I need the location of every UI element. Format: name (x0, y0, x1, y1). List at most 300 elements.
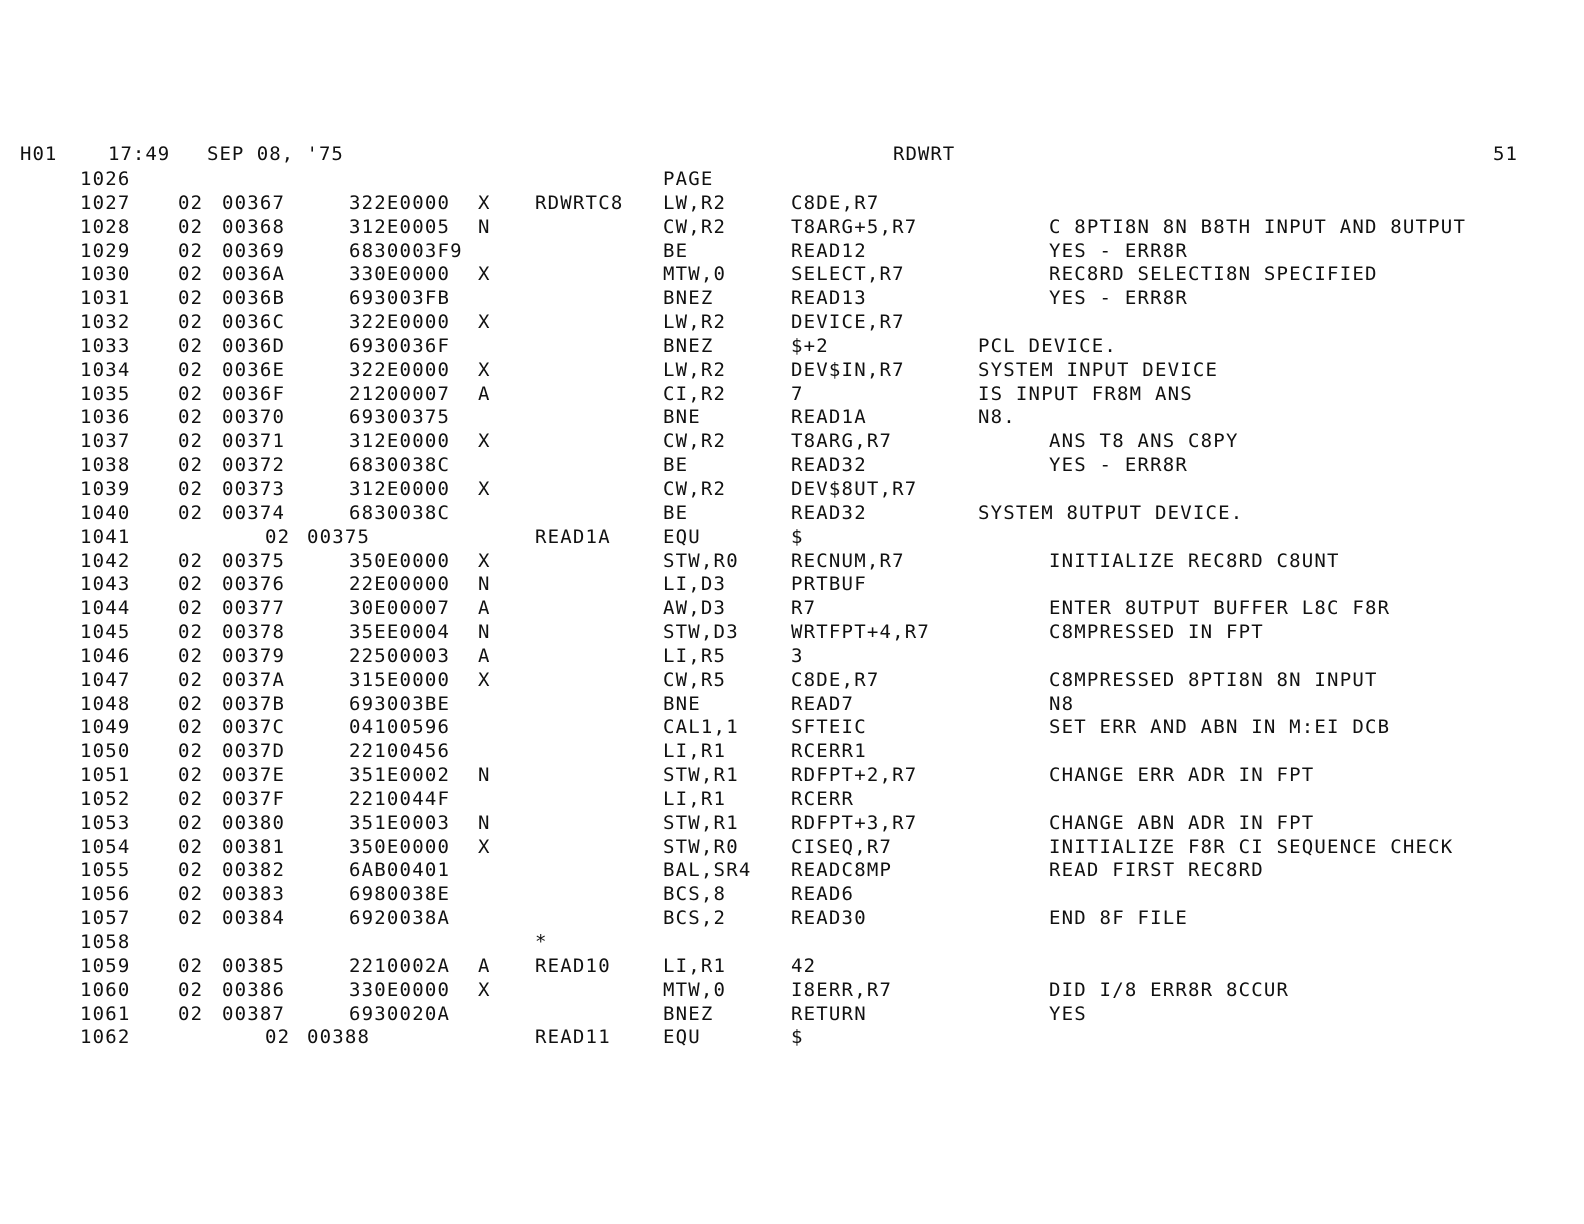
opcode: LW,R2 (663, 358, 727, 381)
object-code: 6830003F9 (349, 239, 463, 262)
object-code: 351E0002 (349, 764, 451, 787)
line-number: 1032 (80, 311, 131, 334)
operand: READ7 (791, 692, 855, 715)
location-counter: 00372 (222, 454, 286, 477)
opcode: BE (663, 239, 689, 262)
listing-row (0, 621, 1584, 645)
line-number: 1045 (80, 621, 131, 644)
operand: RETURN (791, 1002, 867, 1025)
line-number: 1056 (80, 883, 131, 906)
line-number: 1046 (80, 644, 131, 667)
comment: SET ERR AND ABN IN M:EI DCB (1049, 716, 1391, 739)
operand: DEV$IN,R7 (791, 358, 905, 381)
object-code: 312E0000 (349, 430, 451, 453)
object-code: 6830038C (349, 454, 451, 477)
location-counter: 0036D (222, 334, 286, 357)
line-number: 1053 (80, 811, 131, 834)
relocation-flag: X (478, 978, 491, 1001)
line-number: 1037 (80, 430, 131, 453)
source-label: * (535, 931, 548, 953)
section-code: 02 (178, 692, 204, 715)
line-number: 1044 (80, 597, 131, 620)
relocation-flag: A (478, 954, 491, 977)
relocation-flag: A (478, 382, 491, 405)
operand: C8DE,R7 (791, 668, 880, 691)
location-counter: 0036E (222, 358, 286, 381)
object-code: 2210002A (349, 954, 451, 977)
operand: 42 (791, 954, 817, 977)
line-number: 1049 (80, 716, 131, 739)
section-code: 02 (178, 311, 204, 334)
operand: $+2 (791, 334, 829, 357)
listing-row (0, 502, 1584, 526)
operand: RCERR1 (791, 740, 867, 763)
section-code: 02 (178, 382, 204, 405)
relocation-flag: X (478, 430, 491, 453)
object-code: 350E0000 (349, 549, 451, 572)
location-counter: 0036F (222, 382, 286, 405)
header-id: H01 (20, 143, 58, 165)
operand: CISEQ,R7 (791, 835, 893, 858)
line-number: 1034 (80, 358, 131, 381)
line-number: 1060 (80, 978, 131, 1001)
listing-row (0, 1003, 1584, 1027)
relocation-flag: A (478, 597, 491, 620)
opcode: STW,R1 (663, 811, 739, 834)
listing-row (0, 836, 1584, 860)
section-code: 02 (178, 716, 204, 739)
opcode: EQU (663, 1026, 701, 1049)
listing-row (0, 716, 1584, 740)
opcode: BNEZ (663, 334, 714, 357)
line-number: 1042 (80, 549, 131, 572)
object-code: 69300375 (349, 406, 451, 429)
comment: CHANGE ERR ADR IN FPT (1049, 764, 1315, 787)
listing-row (0, 597, 1584, 621)
relocation-flag: X (478, 668, 491, 691)
comment: ENTER 8UTPUT BUFFER L8C F8R (1049, 597, 1391, 620)
operand: READC8MP (791, 859, 893, 882)
opcode: BNE (663, 406, 701, 429)
comment: N8 (1049, 692, 1075, 715)
line-number: 1059 (80, 954, 131, 977)
operand: SELECT,R7 (791, 263, 905, 286)
location-counter: 00387 (222, 1002, 286, 1025)
listing-row (0, 406, 1584, 430)
section-code: 02 (178, 740, 204, 763)
object-code: 322E0000 (349, 358, 451, 381)
location-counter: 00375 (307, 525, 371, 548)
operand: 7 (791, 382, 804, 405)
location-counter: 00383 (222, 883, 286, 906)
section-code: 02 (178, 239, 204, 262)
opcode: LW,R2 (663, 311, 727, 334)
section-code: 02 (178, 621, 204, 644)
operand: READ6 (791, 883, 855, 906)
operand: READ13 (791, 287, 867, 310)
assembly-listing (0, 168, 1584, 1050)
line-number: 1031 (80, 287, 131, 310)
section-code: 02 (178, 215, 204, 238)
line-number: 1026 (80, 168, 131, 190)
relocation-flag: X (478, 191, 491, 214)
opcode: LI,R5 (663, 644, 727, 667)
section-code: 02 (178, 501, 204, 524)
comment: INITIALIZE F8R CI SEQUENCE CHECK (1049, 835, 1454, 858)
line-number: 1050 (80, 740, 131, 763)
listing-row (0, 216, 1584, 240)
object-code: 330E0000 (349, 978, 451, 1001)
line-number: 1027 (80, 191, 131, 214)
header-title: RDWRT (893, 143, 956, 165)
relocation-flag: N (478, 764, 491, 787)
comment: SYSTEM INPUT DEVICE (978, 358, 1219, 381)
opcode: MTW,0 (663, 263, 727, 286)
location-counter: 0036C (222, 311, 286, 334)
operand: READ12 (791, 239, 867, 262)
comment: INITIALIZE REC8RD C8UNT (1049, 549, 1340, 572)
location-counter: 0037D (222, 740, 286, 763)
operand: RECNUM,R7 (791, 549, 905, 572)
operand: DEV$8UT,R7 (791, 477, 918, 500)
comment: YES - ERR8R (1049, 287, 1189, 310)
listing-row (0, 859, 1584, 883)
object-code: 330E0000 (349, 263, 451, 286)
operand: T8ARG+5,R7 (791, 215, 918, 238)
source-label: READ11 (535, 1026, 611, 1049)
listing-row (0, 955, 1584, 979)
object-code: 6920038A (349, 907, 451, 930)
relocation-flag: N (478, 215, 491, 238)
opcode: STW,D3 (663, 621, 739, 644)
comment: ANS T8 ANS C8PY (1049, 430, 1239, 453)
location-counter: 0036B (222, 287, 286, 310)
comment: YES - ERR8R (1049, 454, 1189, 477)
opcode: LW,R2 (663, 191, 727, 214)
line-number: 1055 (80, 859, 131, 882)
opcode: LI,R1 (663, 787, 727, 810)
line-number: 1062 (80, 1026, 131, 1049)
source-label: READ1A (535, 525, 611, 548)
listing-row (0, 883, 1584, 907)
line-number: 1057 (80, 907, 131, 930)
comment: C8MPRESSED IN FPT (1049, 621, 1264, 644)
operand: 3 (791, 644, 804, 667)
object-code: 30E00007 (349, 597, 451, 620)
operand: T8ARG,R7 (791, 430, 893, 453)
section-code: 02 (178, 859, 204, 882)
line-number: 1029 (80, 239, 131, 262)
relocation-flag: X (478, 549, 491, 572)
location-counter: 0037B (222, 692, 286, 715)
location-counter: 0037E (222, 764, 286, 787)
source-label: READ10 (535, 954, 611, 977)
section-code: 02 (265, 525, 291, 548)
location-counter: 00369 (222, 239, 286, 262)
listing-row (0, 192, 1584, 216)
object-code: 6930036F (349, 334, 451, 357)
object-code: 21200007 (349, 382, 451, 405)
relocation-flag: X (478, 477, 491, 500)
section-code: 02 (178, 549, 204, 572)
line-number: 1040 (80, 501, 131, 524)
listing-row (0, 550, 1584, 574)
location-counter: 00381 (222, 835, 286, 858)
object-code: 2210044F (349, 787, 451, 810)
opcode: CW,R2 (663, 215, 727, 238)
location-counter: 00367 (222, 191, 286, 214)
location-counter: 00377 (222, 597, 286, 620)
operand: C8DE,R7 (791, 191, 880, 214)
object-code: 322E0000 (349, 191, 451, 214)
location-counter: 00386 (222, 978, 286, 1001)
opcode: LI,R1 (663, 954, 727, 977)
opcode: BNE (663, 692, 701, 715)
listing-row (0, 335, 1584, 359)
opcode: CW,R2 (663, 430, 727, 453)
opcode: BCS,2 (663, 907, 727, 930)
opcode: BCS,8 (663, 883, 727, 906)
relocation-flag: N (478, 573, 491, 596)
page-header (0, 143, 1584, 167)
section-code: 02 (178, 835, 204, 858)
listing-row (0, 359, 1584, 383)
opcode: CAL1,1 (663, 716, 739, 739)
listing-row (0, 740, 1584, 764)
listing-row (0, 454, 1584, 478)
relocation-flag: X (478, 311, 491, 334)
operand: $ (791, 525, 804, 548)
relocation-flag: N (478, 621, 491, 644)
operand: $ (791, 1026, 804, 1049)
operand: WRTFPT+4,R7 (791, 621, 931, 644)
opcode: STW,R0 (663, 835, 739, 858)
relocation-flag: X (478, 358, 491, 381)
line-number: 1048 (80, 692, 131, 715)
object-code: 22100456 (349, 740, 451, 763)
section-code: 02 (178, 191, 204, 214)
operand: PRTBUF (791, 573, 867, 596)
comment: END 8F FILE (1049, 907, 1189, 930)
listing-row (0, 693, 1584, 717)
listing-row (0, 788, 1584, 812)
object-code: 6980038E (349, 883, 451, 906)
object-code: 322E0000 (349, 311, 451, 334)
line-number: 1038 (80, 454, 131, 477)
listing-row (0, 478, 1584, 502)
listing-row (0, 240, 1584, 264)
listing-row (0, 383, 1584, 407)
location-counter: 00380 (222, 811, 286, 834)
opcode: AW,D3 (663, 597, 727, 620)
section-code: 02 (265, 1026, 291, 1049)
line-number: 1052 (80, 787, 131, 810)
opcode: STW,R0 (663, 549, 739, 572)
operand: READ32 (791, 501, 867, 524)
line-number: 1030 (80, 263, 131, 286)
section-code: 02 (178, 811, 204, 834)
object-code: 6930020A (349, 1002, 451, 1025)
section-code: 02 (178, 358, 204, 381)
comment: C8MPRESSED 8PTI8N 8N INPUT (1049, 668, 1378, 691)
location-counter: 0036A (222, 263, 286, 286)
object-code: 312E0005 (349, 215, 451, 238)
location-counter: 00371 (222, 430, 286, 453)
location-counter: 00376 (222, 573, 286, 596)
line-number: 1028 (80, 215, 131, 238)
comment: SYSTEM 8UTPUT DEVICE. (978, 501, 1244, 524)
listing-row (0, 979, 1584, 1003)
listing-row (0, 287, 1584, 311)
location-counter: 00385 (222, 954, 286, 977)
line-number: 1035 (80, 382, 131, 405)
section-code: 02 (178, 644, 204, 667)
comment: YES (1049, 1002, 1087, 1025)
object-code: 693003BE (349, 692, 451, 715)
operand: READ32 (791, 454, 867, 477)
section-code: 02 (178, 954, 204, 977)
object-code: 312E0000 (349, 477, 451, 500)
listing-row (0, 573, 1584, 597)
opcode: PAGE (663, 168, 714, 190)
section-code: 02 (178, 454, 204, 477)
opcode: LI,D3 (663, 573, 727, 596)
listing-row (0, 168, 1584, 192)
object-code: 6AB00401 (349, 859, 451, 882)
object-code: 350E0000 (349, 835, 451, 858)
object-code: 22500003 (349, 644, 451, 667)
operand: RCERR (791, 787, 855, 810)
listing-row (0, 812, 1584, 836)
comment: REC8RD SELECTI8N SPECIFIED (1049, 263, 1378, 286)
opcode: CI,R2 (663, 382, 727, 405)
opcode: BNEZ (663, 1002, 714, 1025)
line-number: 1051 (80, 764, 131, 787)
line-number: 1041 (80, 525, 131, 548)
section-code: 02 (178, 1002, 204, 1025)
line-number: 1047 (80, 668, 131, 691)
opcode: MTW,0 (663, 978, 727, 1001)
comment: N8. (978, 406, 1016, 429)
header-date: SEP 08, '75 (207, 143, 344, 165)
line-number: 1043 (80, 573, 131, 596)
relocation-flag: A (478, 644, 491, 667)
opcode: CW,R2 (663, 477, 727, 500)
header-page-number: 51 (1493, 143, 1518, 165)
listing-row (0, 669, 1584, 693)
section-code: 02 (178, 597, 204, 620)
comment: DID I/8 ERR8R 8CCUR (1049, 978, 1290, 1001)
comment: YES - ERR8R (1049, 239, 1189, 262)
location-counter: 00379 (222, 644, 286, 667)
object-code: 04100596 (349, 716, 451, 739)
opcode: CW,R5 (663, 668, 727, 691)
operand: I8ERR,R7 (791, 978, 893, 1001)
section-code: 02 (178, 406, 204, 429)
object-code: 22E00000 (349, 573, 451, 596)
section-code: 02 (178, 764, 204, 787)
relocation-flag: N (478, 811, 491, 834)
operand: RDFPT+2,R7 (791, 764, 918, 787)
line-number: 1058 (80, 931, 131, 953)
listing-row (0, 907, 1584, 931)
line-number: 1033 (80, 334, 131, 357)
location-counter: 00382 (222, 859, 286, 882)
object-code: 35EE0004 (349, 621, 451, 644)
location-counter: 00384 (222, 907, 286, 930)
location-counter: 00370 (222, 406, 286, 429)
object-code: 315E0000 (349, 668, 451, 691)
location-counter: 00373 (222, 477, 286, 500)
listing-row (0, 931, 1584, 955)
listing-row (0, 526, 1584, 550)
section-code: 02 (178, 430, 204, 453)
relocation-flag: X (478, 835, 491, 858)
listing-row (0, 764, 1584, 788)
location-counter: 0037F (222, 787, 286, 810)
operand: R7 (791, 597, 817, 620)
location-counter: 0037A (222, 668, 286, 691)
source-label: RDWRTC8 (535, 191, 624, 214)
comment: C 8PTI8N 8N B8TH INPUT AND 8UTPUT (1049, 215, 1467, 238)
location-counter: 00378 (222, 621, 286, 644)
line-number: 1036 (80, 406, 131, 429)
opcode: BE (663, 501, 689, 524)
operand: RDFPT+3,R7 (791, 811, 918, 834)
section-code: 02 (178, 287, 204, 310)
section-code: 02 (178, 668, 204, 691)
comment: PCL DEVICE. (978, 334, 1118, 357)
section-code: 02 (178, 573, 204, 596)
section-code: 02 (178, 787, 204, 810)
section-code: 02 (178, 907, 204, 930)
comment: READ FIRST REC8RD (1049, 859, 1264, 882)
header-time: 17:49 (108, 143, 171, 165)
section-code: 02 (178, 334, 204, 357)
operand: READ30 (791, 907, 867, 930)
opcode: EQU (663, 525, 701, 548)
listing-row (0, 311, 1584, 335)
opcode: BNEZ (663, 287, 714, 310)
line-number: 1061 (80, 1002, 131, 1025)
line-number: 1054 (80, 835, 131, 858)
location-counter: 0037C (222, 716, 286, 739)
listing-row (0, 430, 1584, 454)
opcode: BAL,SR4 (663, 859, 752, 882)
section-code: 02 (178, 263, 204, 286)
location-counter: 00388 (307, 1026, 371, 1049)
listing-row (0, 263, 1584, 287)
object-code: 693003FB (349, 287, 451, 310)
opcode: STW,R1 (663, 764, 739, 787)
listing-row (0, 1026, 1584, 1050)
section-code: 02 (178, 477, 204, 500)
section-code: 02 (178, 978, 204, 1001)
opcode: LI,R1 (663, 740, 727, 763)
opcode: BE (663, 454, 689, 477)
section-code: 02 (178, 883, 204, 906)
line-number: 1039 (80, 477, 131, 500)
listing-row (0, 645, 1584, 669)
object-code: 6830038C (349, 501, 451, 524)
operand: READ1A (791, 406, 867, 429)
location-counter: 00375 (222, 549, 286, 572)
operand: DEVICE,R7 (791, 311, 905, 334)
comment: CHANGE ABN ADR IN FPT (1049, 811, 1315, 834)
comment: IS INPUT FR8M ANS (978, 382, 1193, 405)
object-code: 351E0003 (349, 811, 451, 834)
operand: SFTEIC (791, 716, 867, 739)
